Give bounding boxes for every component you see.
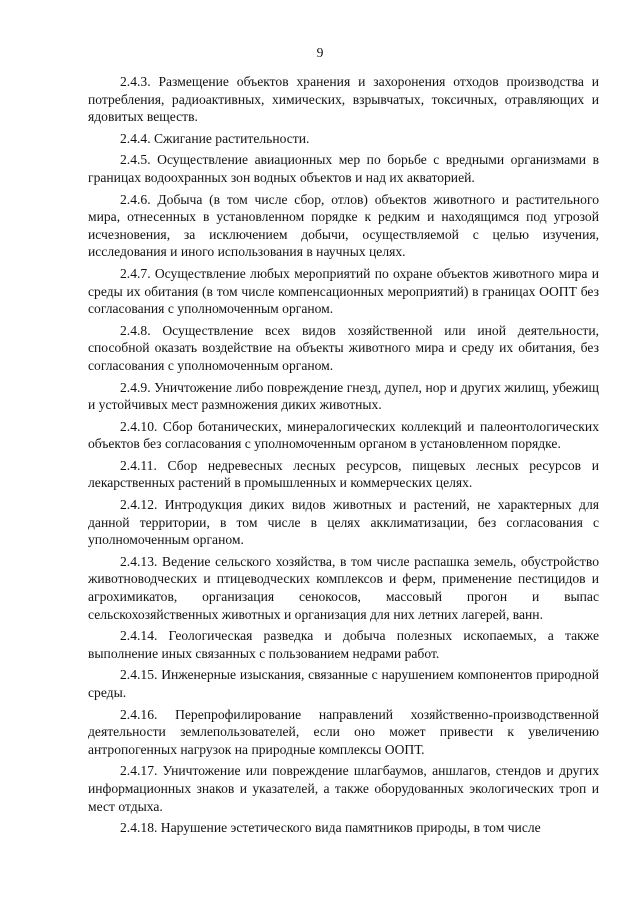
paragraph-2-4-11: 2.4.11. Сбор недревесных лесных ресурсов, пищевых лесных ресурсов и лекарственных растений в промышленных и коммерческих целях. <box>88 457 599 491</box>
paragraph-2-4-4: 2.4.4. Сжигание растительности. <box>120 130 310 146</box>
paragraph-2-4-16: 2.4.16. Перепрофилирование направлений хозяйственно-производственной деятельности землепользователей, если оно может привести к увеличению антропогенных нагрузок на природные комплексы ООПТ. <box>88 706 599 757</box>
paragraph-2-4-12: 2.4.12. Интродукция диких видов животных и растений, не характерных для данной территории, в том числе в целях акклиматизации, без согласования с уполномоченным органом. <box>88 497 599 548</box>
paragraph-2-4-5: 2.4.5. Осуществление авиационных мер по борьбе с вредными организмами в границах водоохранных зон водных объектов и над их акваторией. <box>88 152 599 185</box>
paragraph-2-4-7: 2.4.7. Осуществление любых мероприятий по охране объектов животного мира и среды их обитания (в том числе компенсационных мероприятий) в границах ООПТ без согласования с уполномоченным органом. <box>88 265 599 317</box>
paragraph-2-4-9: 2.4.9. Уничтожение либо повреждение гнезд, дупел, нор и других жилищ, убежищ и устойчивых мест размножения диких животных. <box>88 379 599 413</box>
paragraph-2-4-6: 2.4.6. Добыча (в том числе сбор, отлов) объектов животного и растительного мира, отнесенных в установленном порядке к редким и находящимся под угрозой исчезновения, за исключением добычи, осуществляемой с целью изучения, исследования и иного использования в научных целях. <box>88 191 599 260</box>
paragraph-2-4-13: 2.4.13. Ведение сельского хозяйства, в том числе распашка земель, обустройство животноводческих и птицеводческих комплексов и ферм, применение пестицидов и агрохимикатов, организация сенокосов, массовый прогон и выпас сельскохозяйственных животных и организация для них летних лагерей, ванн. <box>88 553 599 622</box>
paragraph-2-4-10: 2.4.10. Сбор ботанических, минералогических коллекций и палеонтологических объектов без согласования с уполномоченным органом в установленном порядке. <box>88 418 599 452</box>
paragraph-2-4-3: 2.4.3. Размещение объектов хранения и захоронения отходов производства и потребления, радиоактивных, химических, взрывчатых, токсичных, отравляющих и ядовитых веществ. <box>88 74 599 125</box>
paragraph-2-4-15: 2.4.15. Инженерные изыскания, связанные с нарушением компонентов природной среды. <box>88 667 599 700</box>
paragraph-2-4-18: 2.4.18. Нарушение эстетического вида памятников природы, в том числе <box>120 820 541 836</box>
paragraph-2-4-17: 2.4.17. Уничтожение или повреждение шлагбаумов, аншлагов, стендов и других информационных знаков и указателей, а также оборудованных экологических троп и мест отдыха. <box>88 763 599 814</box>
page-number: 9 <box>316 45 324 60</box>
paragraph-2-4-8: 2.4.8. Осуществление всех видов хозяйственной или иной деятельности, способной оказать воздействие на объекты животного мира и среду их обитания, без согласования с уполномоченным органом. <box>88 322 599 373</box>
document-body <box>88 73 599 841</box>
paragraph-2-4-14: 2.4.14. Геологическая разведка и добыча полезных ископаемых, а также выполнение иных связанных с пользованием недрами работ. <box>88 628 599 661</box>
